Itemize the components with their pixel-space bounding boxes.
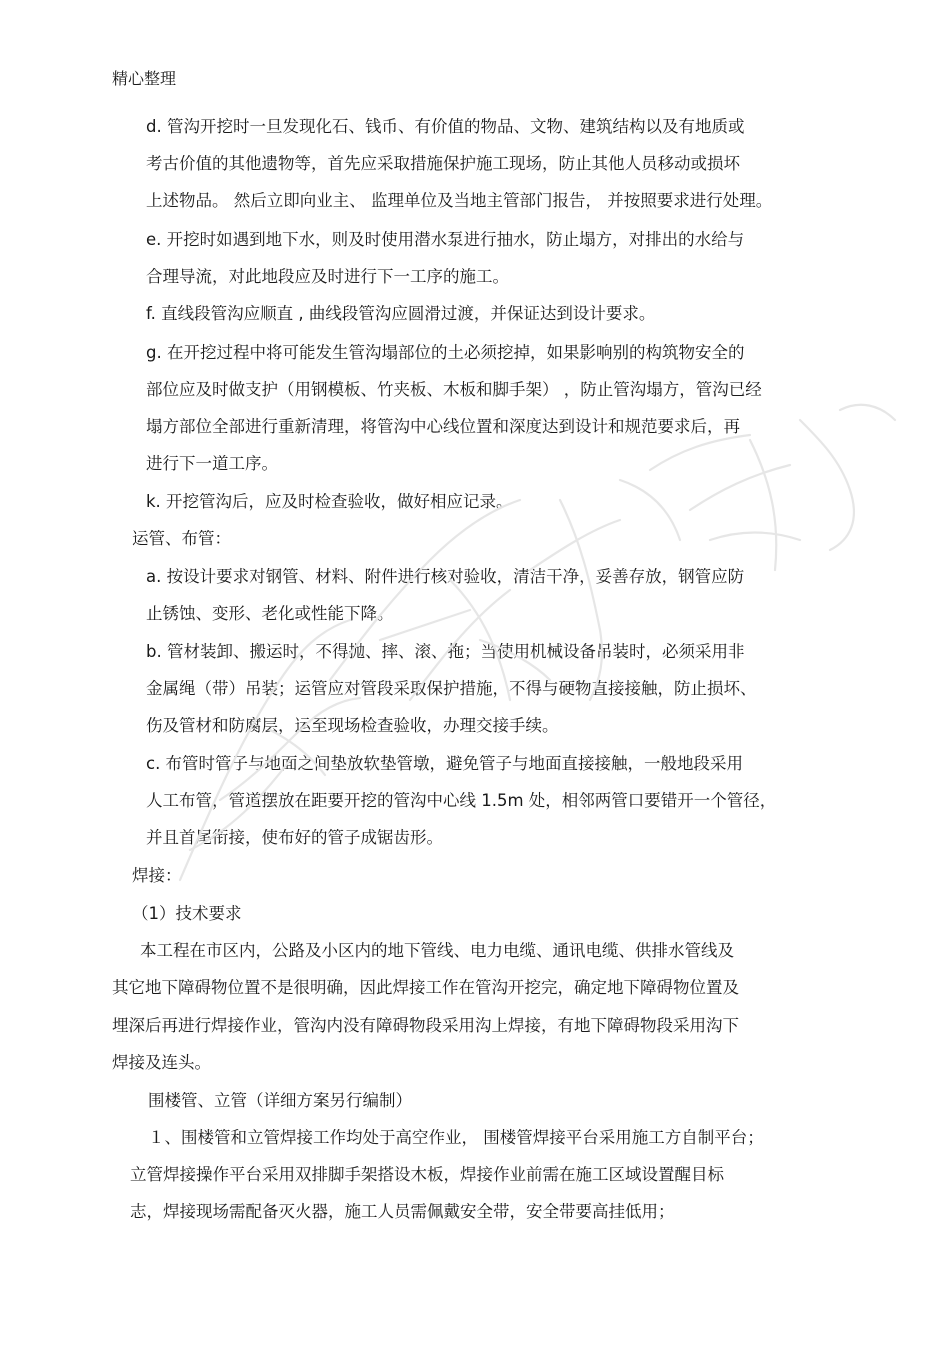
- text-line: 立管焊接操作平台采用双排脚手架搭设木板，焊接作业前需在施工区域设置醒目标: [130, 1165, 724, 1184]
- text-line: e. 开挖时如遇到地下水，则及时使用潜水泵进行抽水，防止塌方，对排出的水给与: [146, 230, 745, 249]
- text-line: k. 开挖管沟后，应及时检查验收，做好相应记录。: [146, 492, 513, 511]
- text-line: 部位应及时做支护（用钢模板、竹夹板、木板和脚手架） ，防止管沟塌方，管沟已经: [146, 380, 762, 399]
- text-line: 伤及管材和防腐层，运至现场检查验收，办理交接手续。: [146, 716, 559, 735]
- text-line: 其它地下障碍物位置不是很明确，因此焊接工作在管沟开挖完，确定地下障碍物位置及: [112, 978, 739, 997]
- page-header: 精心整理: [112, 69, 177, 88]
- text-line: g. 在开挖过程中将可能发生管沟塌部位的土必须挖掉，如果影响别的构筑物安全的: [146, 343, 745, 362]
- text-line: 止锈蚀、变形、老化或性能下降。: [146, 604, 394, 623]
- text-line: f. 直线段管沟应顺直 , 曲线段管沟应圆滑过渡，并保证达到设计要求。: [146, 304, 656, 323]
- text-line: 本工程在市区内，公路及小区内的地下管线、电力电缆、通讯电缆、供排水管线及: [140, 941, 734, 960]
- text-line: 埋深后再进行焊接作业，管沟内没有障碍物段采用沟上焊接，有地下障碍物段采用沟下: [112, 1016, 739, 1035]
- text-line: 合理导流，对此地段应及时进行下一工序的施工。: [146, 267, 509, 286]
- text-line: a. 按设计要求对钢管、材料、附件进行核对验收，清洁干净，妥善存放，钢管应防: [146, 567, 745, 586]
- text-line: 并且首尾衔接，使布好的管子成锯齿形。: [146, 828, 443, 847]
- text-line: 志，焊接现场需配备灭火器，施工人员需佩戴安全带，安全带要高挂低用；: [130, 1202, 675, 1221]
- section-heading: 运管、布管：: [132, 529, 231, 548]
- text-line: 金属绳（带）吊装；运管应对管段采取保护措施，不得与硬物直接接触，防止损坏、: [146, 679, 757, 698]
- text-line: 考古价值的其他遗物等，首先应采取措施保护施工现场，防止其他人员移动或损坏: [146, 154, 740, 173]
- text-line: 焊接及连头。: [112, 1053, 211, 1072]
- section-heading: 焊接：: [132, 866, 182, 885]
- text-line: 进行下一道工序。: [146, 454, 278, 473]
- text-line: d. 管沟开挖时一旦发现化石、钱币、有价值的物品、文物、建筑结构以及有地质或: [146, 117, 745, 136]
- text-line: 塌方部位全部进行重新清理，将管沟中心线位置和深度达到设计和规范要求后，再: [146, 417, 740, 436]
- section-heading: 围楼管、立管（详细方案另行编制）: [148, 1091, 412, 1110]
- text-line: b. 管材装卸、搬运时，不得抛、摔、滚、拖；当使用机械设备吊装时，必须采用非: [146, 642, 745, 661]
- text-line: 人工布管，管道摆放在距要开挖的管沟中心线 1.5m 处，相邻两管口要错开一个管径，: [146, 791, 777, 810]
- subsection-heading: （1）技术要求: [132, 904, 242, 923]
- text-line: １、围楼管和立管焊接工作均处于高空作业， 围楼管焊接平台采用施工方自制平台；: [148, 1128, 764, 1147]
- text-line: c. 布管时管子与地面之间垫放软垫管墩，避免管子与地面直接接触，一般地段采用: [146, 754, 744, 773]
- text-line: 上述物品。 然后立即向业主、 监理单位及当地主管部门报告， 并按照要求进行处理。: [146, 191, 773, 210]
